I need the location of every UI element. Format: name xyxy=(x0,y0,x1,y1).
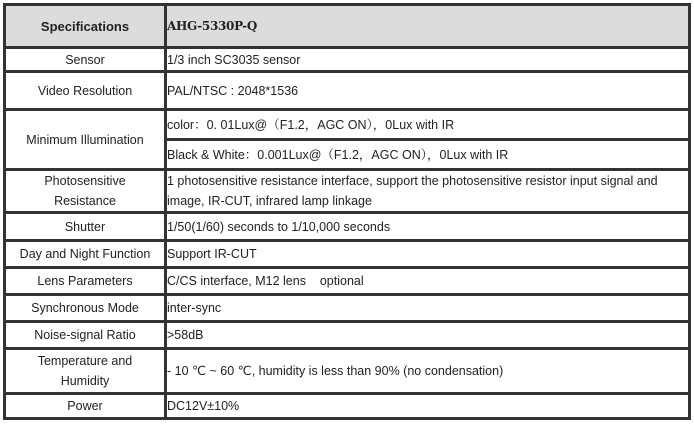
table-row xyxy=(5,48,690,72)
table-row xyxy=(5,213,690,241)
row-value-illumination-color: color：0. 01Lux@（F1.2，AGC ON），0Lux with IR xyxy=(166,110,690,140)
row-value-illumination-bw: Black & White：0.001Lux@（F1.2，AGC ON），0Lux with IR xyxy=(166,140,690,170)
label-line: Temperature and xyxy=(37,354,133,368)
table-header-row xyxy=(5,5,690,48)
specifications-table xyxy=(3,3,691,420)
label-line: Humidity xyxy=(60,374,110,388)
row-label-day-night: Day and Night Function xyxy=(5,241,166,268)
header-model-name: AHG-5330P-Q xyxy=(166,5,690,48)
header-specifications: Specifications xyxy=(5,5,166,48)
row-label-sync-mode: Synchronous Mode xyxy=(5,295,166,322)
row-label-minimum-illumination: Minimum Illumination xyxy=(5,110,166,170)
table-row xyxy=(5,295,690,322)
row-value-temperature-humidity: - 10 ℃ ~ 60 ℃, humidity is less than 90% (no condensation) xyxy=(166,349,690,394)
row-label-photosensitive-resistance xyxy=(5,170,166,213)
table-row xyxy=(5,394,690,419)
row-label-shutter: Shutter xyxy=(5,213,166,241)
row-value-lens: C/CS interface, M12 lens optional xyxy=(166,268,690,295)
row-value-power: DC12V±10% xyxy=(166,394,690,419)
row-value-video-resolution: PAL/NTSC : 2048*1536 xyxy=(166,72,690,110)
row-value-noise-ratio: >58dB xyxy=(166,322,690,349)
row-value-sensor: 1/3 inch SC3035 sensor xyxy=(166,48,690,72)
table-row xyxy=(5,268,690,295)
table-row xyxy=(5,170,690,213)
table-row xyxy=(5,241,690,268)
row-value-sync-mode: inter-sync xyxy=(166,295,690,322)
row-label-temperature-humidity xyxy=(5,349,166,394)
row-value-shutter: 1/50(1/60) seconds to 1/10,000 seconds xyxy=(166,213,690,241)
table-row xyxy=(5,322,690,349)
label-line: Photosensitive xyxy=(44,174,126,188)
row-label-sensor: Sensor xyxy=(5,48,166,72)
value-line: image, IR-CUT, infrared lamp linkage xyxy=(167,194,372,208)
row-label-noise-ratio: Noise-signal Ratio xyxy=(5,322,166,349)
row-label-power: Power xyxy=(5,394,166,419)
table-row xyxy=(5,110,690,140)
label-line: Resistance xyxy=(54,194,116,208)
value-line: 1 photosensitive resistance interface, support the photosensitive resistor input signal and xyxy=(167,174,658,188)
row-value-day-night: Support IR-CUT xyxy=(166,241,690,268)
table-row xyxy=(5,72,690,110)
row-label-lens: Lens Parameters xyxy=(5,268,166,295)
row-label-video-resolution: Video Resolution xyxy=(5,72,166,110)
table-row xyxy=(5,349,690,394)
row-value-photosensitive-resistance xyxy=(166,170,690,213)
